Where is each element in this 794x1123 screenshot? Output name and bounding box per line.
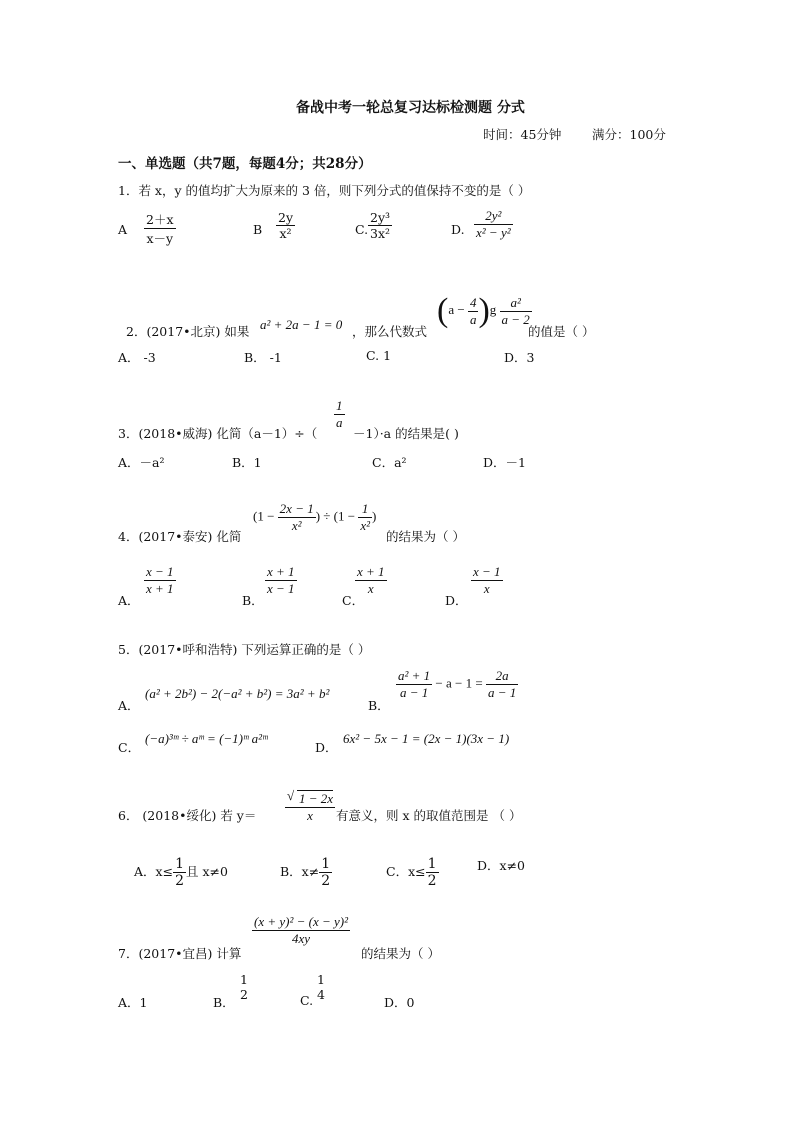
q4-option-c-formula (355, 564, 387, 597)
q4-a-denominator: x + 1 (146, 581, 174, 596)
q1-a-numerator: 2＋x (146, 212, 174, 227)
question-7-stem-start: 7．(2017•宜昌) 计算 (118, 946, 242, 961)
question-2-stem-start: 2．(2017•北京) 如果 (126, 324, 250, 339)
q1-a-denominator: x－y (144, 228, 176, 247)
q2-option-b: B． -1 (244, 350, 282, 365)
q1-option-c-formula (368, 210, 392, 241)
q2-option-a: A． -3 (118, 350, 156, 365)
q4-option-a-label: A． (118, 593, 140, 608)
question-2-stem-mid: ，那么代数式 (352, 324, 428, 339)
question-3-stem-start: 3．(2018•威海) 化简（a－1）÷（ (118, 426, 318, 441)
q4-c-denominator: x (355, 580, 387, 597)
q2-option-c: C. 1 (366, 348, 392, 363)
q5-option-b-formula: $\frac{\text{a² + 1}}{a - 1}$ − a − 1 = $\frac{2a}{a - 1}$ (398, 668, 517, 700)
q5-option-d-label: D． (315, 740, 338, 755)
q4-b-numerator: x + 1 (267, 564, 295, 579)
question-4-stem-start: 4．(2017•泰安) 化简 (118, 529, 242, 544)
page-title: 备战中考一轮总复习达标检测题 分式 (296, 100, 525, 116)
question-3-stem-end: －1）·a 的结果是( ) (353, 426, 459, 441)
q1-option-b-label: B (253, 222, 263, 237)
q1-option-b-formula (276, 210, 295, 241)
q7-option-a: A．1 (118, 995, 148, 1010)
q3-frac-denominator: a (336, 415, 343, 430)
q7-option-d: D．0 (384, 995, 415, 1010)
q4-option-b-label: B． (242, 593, 264, 608)
q4-d-numerator: x − 1 (473, 564, 501, 579)
q1-option-d-formula (474, 208, 513, 241)
q4-option-d-label: D． (445, 593, 468, 608)
q3-option-d: D．－1 (483, 455, 526, 470)
q5-option-b-label: B． (368, 698, 390, 713)
q6-expression: √ $\frac{1 - 2x}{x}$ (285, 790, 335, 824)
q3-option-c: C．a² (372, 455, 407, 470)
question-7-stem-end: 的结果为（ ） (361, 946, 440, 961)
q4-option-a-formula (144, 564, 176, 597)
q4-option-c-label: C． (342, 593, 365, 608)
question-5-stem: 5．(2017•呼和浩特) 下列运算正确的是（ ） (118, 642, 371, 657)
q3-frac-numerator: 1 (336, 398, 343, 413)
q2-option-d: D．3 (504, 350, 535, 365)
q6-option-c: C．x≤ $\frac{1}{2}$ (386, 856, 437, 889)
q6-option-d: D．x≠0 (477, 858, 525, 873)
exam-time: 时间：45分钟 (483, 127, 562, 142)
q3-option-b: B．1 (232, 455, 262, 470)
q5-option-a-formula: (a² + 2b²) − 2(−a² + b²) = 3a² + b² (145, 686, 330, 701)
q1-option-a-label: A (118, 222, 128, 237)
question-2-stem-end: 的值是（ ） (528, 324, 595, 339)
q1-option-c-label: C. (355, 222, 369, 237)
section-heading: 一、单选题（共7题，每题4分；共28分） (118, 156, 372, 172)
q7-option-c-label: C. (300, 993, 314, 1008)
q5-option-c-formula: (−a)³ᵐ ÷ aᵐ = (−1)ᵐ a²ᵐ (145, 731, 268, 746)
q1-c-denominator: 3x² (368, 225, 392, 241)
q4-option-d-formula (471, 564, 503, 597)
q4-option-b-formula (265, 564, 297, 597)
q1-c-numerator: 2y³ (370, 210, 391, 225)
question-4-stem-end: 的结果为（ ） (386, 529, 465, 544)
q6-option-a: A．x≤ $\frac{1}{2}$ 且 x≠0 (134, 856, 228, 889)
q1-b-denominator: x² (276, 225, 295, 241)
exam-score: 满分：100分 (592, 127, 666, 142)
q1-option-a-formula (144, 210, 176, 247)
q7-option-b-formula: 1 2 (240, 972, 248, 1002)
q5-option-a-label: A． (118, 698, 140, 713)
q1-d-denominator: x² − y² (476, 225, 511, 240)
q1-option-d-label: D. (451, 222, 465, 237)
q1-d-numerator: 2y² (485, 208, 502, 223)
q3-option-a: A．－a² (118, 455, 165, 470)
q4-expression: (1 − $\frac{2x - 1}{\text{x²}}$ ) ÷ (1 − $\frac{1}{\text{x²}}$ ) (253, 501, 377, 533)
question-1-stem: 1．若 x，y 的值均扩大为原来的 3 倍，则下列分式的值保持不变的是（ ） (118, 183, 531, 198)
q7-option-c-formula: 1 4 (317, 972, 325, 1002)
q3-inline-fraction (334, 398, 345, 431)
q7-expression: $\frac{\text{(x + y)² − (x − y)²}}{4xy}$ (254, 914, 349, 946)
q2-expression: (a − $\frac{4}{a}$ )g $\frac{\text{a²}}{a - 2}$ (437, 292, 530, 329)
q5-option-c-label: C． (118, 740, 141, 755)
question-6-stem-start: 6． (2018•绥化) 若 y＝ (118, 808, 257, 823)
q1-b-numerator: 2y (278, 210, 294, 225)
q4-b-denominator: x − 1 (267, 581, 295, 596)
q4-d-denominator: x (471, 580, 503, 597)
q5-option-d-formula: 6x² − 5x − 1 = (2x − 1)(3x − 1) (343, 731, 510, 746)
q7-option-b-label: B． (213, 995, 235, 1010)
q4-c-numerator: x + 1 (357, 564, 385, 579)
q4-a-numerator: x − 1 (146, 564, 174, 579)
q6-option-b: B．x≠ $\frac{1}{2}$ (280, 856, 331, 889)
question-6-stem-end: 有意义，则 x 的取值范围是 （ ） (336, 808, 522, 823)
q2-condition-equation: a² + 2a − 1 = 0 (260, 317, 343, 332)
